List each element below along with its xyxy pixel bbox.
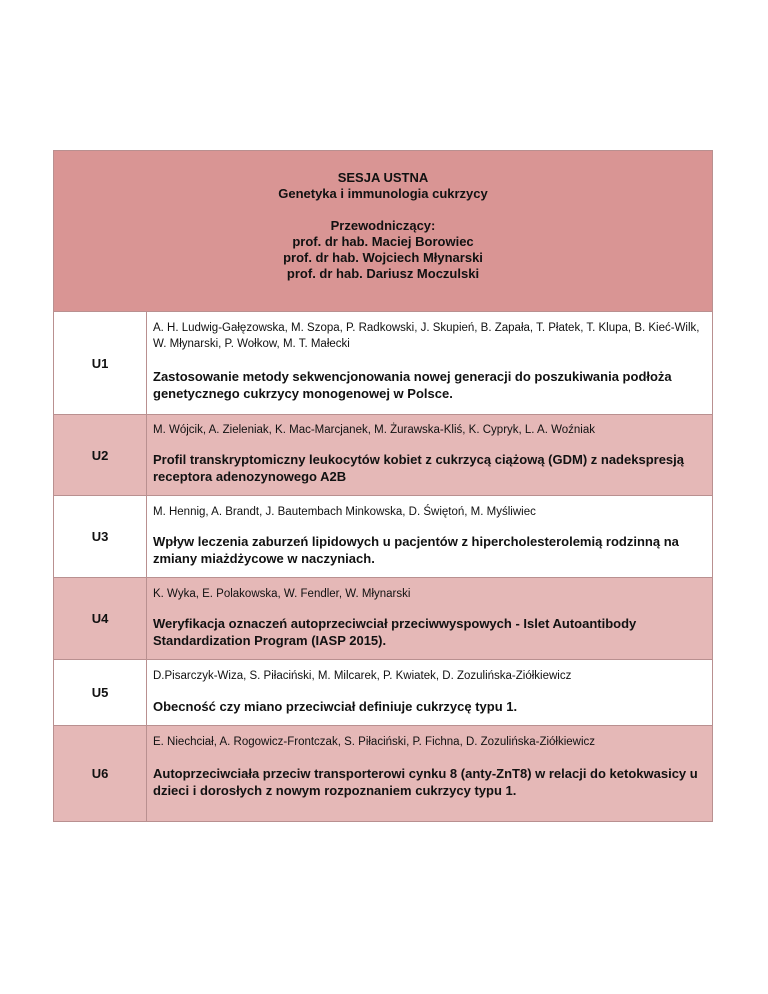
talk-code: U2 — [54, 415, 147, 495]
talk-code: U6 — [54, 726, 147, 821]
talk-authors: E. Niechciał, A. Rogowicz-Frontczak, S. Piłaciński, P. Fichna, D. Zozulińska-Ziółkiewicz — [153, 736, 596, 748]
talk-code: U3 — [54, 496, 147, 577]
talk-row-u6 — [54, 726, 712, 821]
talk-code: U1 — [54, 312, 147, 414]
talk-code: U5 — [54, 660, 147, 725]
session-topic: Genetyka i immunologia cukrzycy — [278, 186, 488, 201]
talk-authors: M. Hennig, A. Brandt, J. Bautembach Minkowska, D. Świętoń, M. Myśliwiec — [153, 506, 536, 518]
talk-title: Zastosowanie metody sekwencjonowania nowej generacji do poszukiwania podłoża genetycznego cukrzycy monogenowej w Polsce. — [153, 369, 672, 401]
session-header — [54, 151, 712, 312]
talk-title: Weryfikacja oznaczeń autoprzeciwciał przeciwwyspowych - Islet Autoantibody Standardization Program (IASP 2015). — [153, 616, 637, 648]
talk-row-u3 — [54, 496, 712, 578]
talk-row-u4 — [54, 578, 712, 660]
talk-title: Obecność czy miano przeciwciał definiuje cukrzycę typu 1. — [153, 699, 518, 714]
session-label: SESJA USTNA — [337, 170, 429, 185]
chairs-label: Przewodniczący: — [330, 218, 436, 233]
talk-authors: A. H. Ludwig-Gałęzowska, M. Szopa, P. Radkowski, J. Skupień, B. Zapała, T. Płatek, T. Klupa, B. Kieć-Wilk, W. Młynarski, P. Wołkow, M. T. Małecki — [153, 322, 700, 350]
talk-row-u2 — [54, 415, 712, 496]
talk-authors: D.Pisarczyk-Wiza, S. Piłaciński, M. Milcarek, P. Kwiatek, D. Zozulińska-Ziółkiewicz — [153, 670, 572, 682]
talk-row-u1 — [54, 312, 712, 415]
talk-row-u5 — [54, 660, 712, 726]
talk-title: Autoprzeciwciała przeciw transporterowi cynku 8 (anty-ZnT8) w relacji do ketokwasicy u dzieci i dorosłych z nowym rozpoznaniem cukrzycy typu 1. — [153, 766, 698, 798]
chair-name: prof. dr hab. Maciej Borowiec — [292, 234, 474, 249]
talk-code: U4 — [54, 578, 147, 659]
talk-authors: M. Wójcik, A. Zieleniak, K. Mac-Marcjanek, M. Żurawska-Kliś, K. Cypryk, L. A. Woźniak — [153, 424, 596, 436]
talk-authors: K. Wyka, E. Polakowska, W. Fendler, W. Młynarski — [153, 588, 411, 600]
session-table — [53, 150, 713, 822]
talk-title: Wpływ leczenia zaburzeń lipidowych u pacjentów z hipercholesterolemią rodzinną na zmiany miażdżycowe w naczyniach. — [153, 534, 679, 566]
talk-title: Profil transkryptomiczny leukocytów kobiet z cukrzycą ciążową (GDM) z nadekspresją receptora adenozynowego A2B — [153, 452, 684, 484]
chair-name: prof. dr hab. Wojciech Młynarski — [283, 250, 483, 265]
chair-name: prof. dr hab. Dariusz Moczulski — [286, 266, 480, 281]
